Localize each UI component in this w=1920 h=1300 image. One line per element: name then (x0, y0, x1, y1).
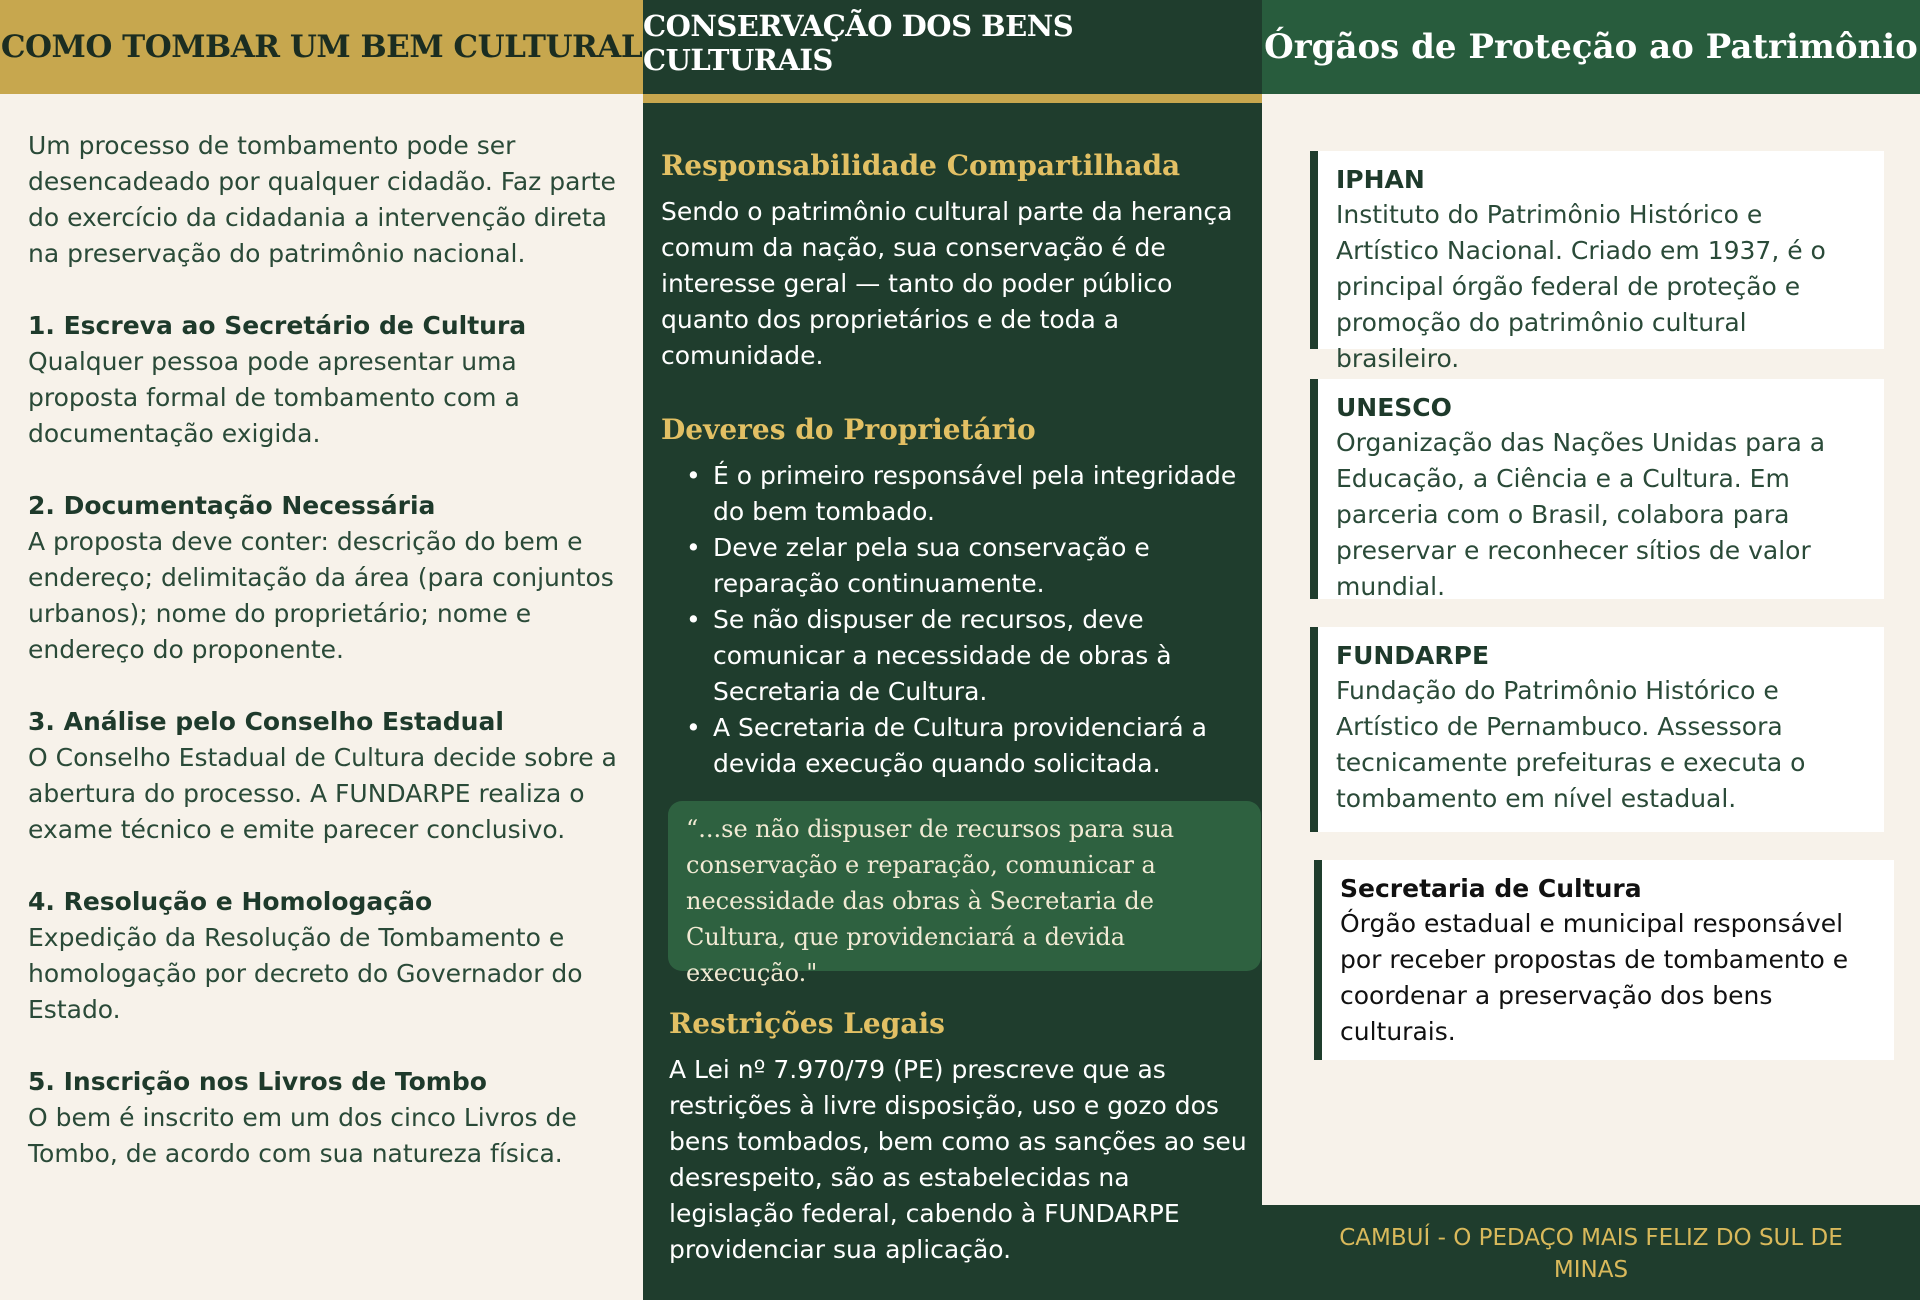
section-text: Sendo o patrimônio cultural parte da herança comum da nação, sua conservação é de interesse geral — tanto do poder público quanto dos proprietários e de toda a comunidade. (661, 197, 1233, 370)
section-legal-restrictions (669, 1002, 1259, 1268)
step-item (28, 488, 633, 668)
step-item (28, 704, 633, 848)
section-title: Restrições Legais (669, 1007, 945, 1040)
list-item: • A Secretaria de Cultura providenciará a devida execução quando solicitada. (713, 710, 1251, 782)
step-title: 5. Inscrição nos Livros de Tombo (28, 1067, 487, 1096)
step-title: 4. Resolução e Homologação (28, 887, 433, 916)
step-title: 2. Documentação Necessária (28, 491, 436, 520)
step-text: Qualquer pessoa pode apresentar uma proposta formal de tombamento com a documentação exigida. (28, 347, 520, 448)
step-text: O bem é inscrito em um dos cinco Livros de Tombo, de acordo com sua natureza física. (28, 1103, 577, 1168)
org-card-fundarpe (1310, 627, 1884, 832)
list-item: • Se não dispuser de recursos, deve comunicar a necessidade de obras à Secretaria de Cultura. (713, 602, 1251, 710)
section-title: Responsabilidade Compartilhada (661, 149, 1181, 182)
org-text: Órgão estadual e municipal responsável por receber propostas de tombamento e coordenar a preservação dos bens culturais. (1340, 909, 1849, 1046)
duties-list (661, 458, 1251, 782)
org-text: Organização das Nações Unidas para a Educação, a Ciência e a Cultura. Em parceria com o Brasil, colabora para preservar e reconhecer sítios de valor mundial. (1336, 428, 1826, 601)
intro-text: Um processo de tombamento pode ser desencadeado por qualquer cidadão. Faz parte do exercício da cidadania a intervenção direta na preservação do patrimônio nacional. (28, 131, 616, 268)
org-card-unesco (1310, 379, 1884, 599)
org-title: IPHAN (1336, 165, 1425, 194)
step-text: O Conselho Estadual de Cultura decide sobre a abertura do processo. A FUNDARPE realiza o exame técnico e emite parecer conclusivo. (28, 743, 617, 844)
quote-box: “...se não dispuser de recursos para sua conservação e reparação, comunicar a necessidade das obras à Secretaria de Cultura, que providenciará a devida execução." (668, 801, 1261, 971)
panel-how-to-list (0, 0, 643, 1300)
panel-protection-bodies (1262, 0, 1920, 1300)
org-title: UNESCO (1336, 393, 1452, 422)
org-card-secretaria (1314, 860, 1894, 1060)
org-text: Fundação do Patrimônio Histórico e Artístico de Pernambuco. Assessora tecnicamente prefeituras e executa o tombamento em nível estadual. (1336, 676, 1806, 813)
step-text: A proposta deve conter: descrição do bem e endereço; delimitação da área (para conjuntos urbanos); nome do proprietário; nome e endereço do proponente. (28, 527, 614, 664)
section-shared-responsibility (661, 144, 1251, 374)
section-owner-duties (661, 408, 1251, 782)
org-title: Secretaria de Cultura (1340, 874, 1642, 903)
section-text: A Lei nº 7.970/79 (PE) prescreve que as restrições à livre disposição, uso e gozo dos bens tombados, bem como as sanções ao seu desrespeito, são as estabelecidas na legislação federal, cabendo à FUNDARPE providenciar sua aplicação. (669, 1055, 1247, 1264)
step-item (28, 308, 633, 452)
org-title: FUNDARPE (1336, 641, 1490, 670)
section-title: Deveres do Proprietário (661, 413, 1036, 446)
panel-body (28, 128, 633, 1208)
step-item (28, 884, 633, 1028)
panel-title: COMO TOMBAR UM BEM CULTURAL (0, 0, 643, 94)
list-item: • É o primeiro responsável pela integridade do bem tombado. (713, 458, 1251, 530)
step-item (28, 1064, 633, 1172)
panel-title: CONSERVAÇÃO DOS BENS CULTURAIS (643, 0, 1262, 103)
panel-title: Órgãos de Proteção ao Patrimônio (1262, 0, 1920, 94)
org-text: Instituto do Patrimônio Histórico e Artístico Nacional. Criado em 1937, é o principal órgão federal de proteção e promoção do patrimônio cultural brasileiro. (1336, 200, 1826, 373)
step-text: Expedição da Resolução de Tombamento e homologação por decreto do Governador do Estado. (28, 923, 583, 1024)
footer-slogan: CAMBUÍ - O PEDAÇO MAIS FELIZ DO SUL DE MINAS (1262, 1205, 1920, 1300)
org-card-iphan (1310, 151, 1884, 373)
step-title: 1. Escreva ao Secretário de Cultura (28, 311, 527, 340)
step-title: 3. Análise pelo Conselho Estadual (28, 707, 504, 736)
panel-conservation (643, 0, 1262, 1300)
list-item: • Deve zelar pela sua conservação e reparação continuamente. (713, 530, 1251, 602)
